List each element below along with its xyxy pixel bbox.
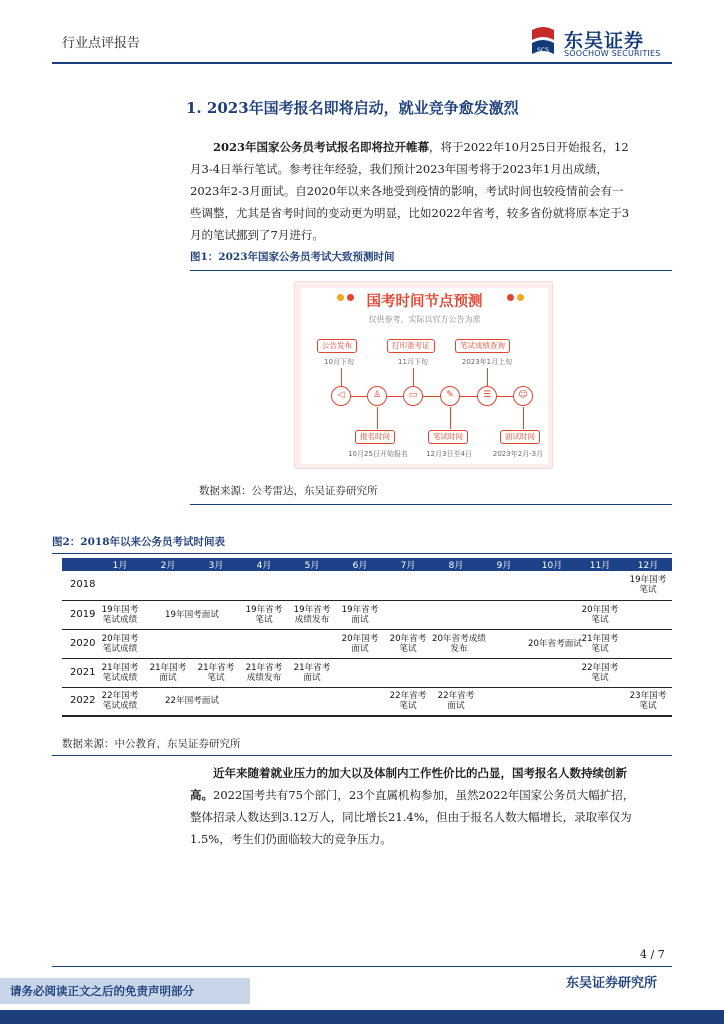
schedule-cell — [528, 571, 576, 600]
figure1-source: 数据来源：公考雷达，东吴证券研究所 — [199, 485, 378, 497]
schedule-event: 22年国考 笔试成绩 — [101, 691, 139, 712]
event-registration: 报名时间 — [355, 430, 395, 444]
month-header: 9月 — [480, 558, 528, 571]
table-header-row — [62, 558, 672, 571]
schedule-cell — [288, 658, 336, 687]
section-heading: 1. 2023年国考报名即将启动，就业竞争愈发激烈 — [186, 99, 519, 117]
schedule-event: 20年国考 笔试 — [581, 604, 619, 625]
schedule-cell — [240, 571, 288, 600]
schedule-cell — [432, 687, 480, 716]
schedule-cell — [432, 600, 480, 629]
schedule-cell — [240, 600, 288, 629]
page-number: 4 / 7 — [640, 948, 665, 961]
schedule-cell — [480, 629, 528, 658]
table-row — [62, 629, 672, 658]
month-header: 8月 — [432, 558, 480, 571]
schedule-cell — [336, 658, 384, 687]
schedule-cell — [96, 658, 144, 687]
table-row — [62, 600, 672, 629]
month-header: 7月 — [384, 558, 432, 571]
event-admission-ticket: 打印准考证 — [387, 339, 435, 353]
speaker-icon: ◁ — [331, 386, 351, 406]
figure2-caption: 图2：2018年以来公务员考试时间表 — [52, 536, 226, 548]
schedule-cell — [384, 629, 432, 658]
schedule-event: 21年国考 笔试 — [581, 633, 619, 654]
month-header: 11月 — [576, 558, 624, 571]
schedule-cell — [528, 629, 582, 658]
schedule-cell — [240, 658, 288, 687]
schedule-cell — [624, 629, 672, 658]
footer-organization: 东吴证券研究所 — [566, 976, 658, 991]
connector — [523, 407, 524, 429]
schedule-cell — [384, 687, 432, 716]
score-icon: ☰ — [477, 386, 497, 406]
disclaimer-banner — [0, 978, 250, 1004]
schedule-cell — [144, 687, 240, 716]
schedule-cell — [528, 658, 576, 687]
connector — [450, 407, 451, 429]
schedule-event: 19年省考 面试 — [341, 604, 379, 625]
year-cell: 2020 — [62, 629, 96, 658]
logo-mark-icon — [528, 26, 558, 58]
schedule-cell — [480, 571, 528, 600]
footer-divider — [52, 966, 672, 967]
intro-paragraph — [190, 136, 672, 246]
table-row — [62, 571, 672, 600]
schedule-cell — [288, 571, 336, 600]
schedule-cell — [528, 600, 576, 629]
logo-text-en: SOOCHOW SECURITIES — [564, 49, 661, 58]
schedule-cell — [624, 571, 672, 600]
intro-line4: 些调整，尤其是省考时间的变动更为明显，比如2022年省考，较多省份就将原本定于3 — [190, 206, 630, 220]
schedule-event: 21年国考 笔试成绩 — [101, 662, 139, 683]
analysis-line3: 整体招录人数达到3.12万人，同比增长21.4%，但由于报名人数大幅增长，录取率仅为 — [190, 810, 632, 824]
analysis-line4: 1.5%，考生们仍面临较大的竞争压力。 — [190, 832, 392, 846]
schedule-event: 20年省考面试 — [528, 638, 582, 649]
schedule-cell — [288, 629, 336, 658]
figure1-bottom-divider — [190, 504, 672, 505]
intro-line3: 2023年2-3月面试。自2020年以来各地受到疫情的影响，考试时间也较疫情前会有一 — [190, 184, 624, 198]
month-header: 12月 — [624, 558, 672, 571]
event-admission-ticket-time: 11月下旬 — [398, 358, 428, 366]
schedule-cell — [480, 600, 528, 629]
svg-text:SCS: SCS — [537, 47, 549, 54]
schedule-cell — [96, 571, 144, 600]
intro-line1: ，将于2022年10月25日开始报名，12 — [429, 140, 629, 154]
schedule-cell — [480, 658, 528, 687]
schedule-cell — [432, 658, 480, 687]
timeline-title: 国考时间节点预测 — [366, 294, 483, 310]
month-header: 10月 — [528, 558, 576, 571]
schedule-cell — [96, 600, 144, 629]
schedule-event: 22年国考 笔试 — [581, 662, 619, 683]
event-written-exam: 笔试时间 — [428, 430, 468, 444]
schedule-cell — [240, 629, 288, 658]
year-column-header — [62, 558, 96, 571]
schedule-cell — [240, 687, 288, 716]
schedule-cell — [192, 571, 240, 600]
schedule-cell — [624, 687, 672, 716]
schedule-event: 21年国考 面试 — [149, 662, 187, 683]
schedule-event: 21年省考 笔试 — [197, 662, 235, 683]
schedule-cell — [624, 658, 672, 687]
exam-schedule-table — [62, 558, 672, 717]
schedule-event: 19年国考面试 — [165, 609, 219, 620]
schedule-event: 23年国考 笔试 — [629, 691, 667, 712]
schedule-event: 21年省考 成绩发布 — [245, 662, 283, 683]
schedule-cell — [480, 687, 528, 716]
decor-dot-icon — [517, 294, 524, 301]
year-cell: 2018 — [62, 571, 96, 600]
event-interview: 面试时间 — [500, 430, 540, 444]
schedule-event: 19年省考 成绩发布 — [293, 604, 331, 625]
schedule-event: 19年国考 笔试成绩 — [101, 604, 139, 625]
schedule-event: 19年省考 笔试 — [245, 604, 283, 625]
event-score-inquiry: 笔试成绩查询 — [455, 339, 510, 353]
company-logo — [528, 24, 678, 60]
analysis-paragraph — [190, 762, 672, 850]
analysis-bold-lead: 近年来随着就业压力的加大以及体制内工作性价比的凸显，国考报名人数持续创新 — [213, 766, 627, 780]
event-announcement: 公告发布 — [317, 339, 357, 353]
schedule-cell — [576, 658, 624, 687]
table-row — [62, 687, 672, 716]
schedule-event: 20年国考 笔试成绩 — [101, 633, 139, 654]
schedule-event: 22年省考 面试 — [437, 691, 475, 712]
schedule-cell — [528, 687, 576, 716]
connector — [341, 368, 342, 386]
schedule-event: 19年国考 笔试 — [629, 575, 667, 596]
event-written-exam-time: 12月3日至4日 — [426, 450, 472, 458]
analysis-line2: 2022国考共有75个部门，23个直属机构参加，虽然2022年国家公务员大幅扩招， — [213, 788, 635, 802]
schedule-cell — [384, 658, 432, 687]
schedule-cell — [96, 687, 144, 716]
figure2-divider — [52, 553, 672, 554]
schedule-cell — [576, 571, 624, 600]
schedule-cell — [336, 600, 384, 629]
schedule-cell — [288, 600, 336, 629]
figure1-caption: 图1：2023年国家公务员考试大致预测时间 — [190, 251, 395, 263]
schedule-event: 20年省考成绩 发布 — [432, 633, 486, 654]
header-divider — [52, 62, 672, 64]
event-interview-time: 2023年2月-3月 — [492, 450, 544, 458]
schedule-cell — [192, 658, 240, 687]
month-header: 1月 — [96, 558, 144, 571]
schedule-cell — [576, 687, 624, 716]
month-header: 5月 — [288, 558, 336, 571]
person-icon: ♙ — [367, 386, 387, 406]
figure2-bottom-divider — [52, 755, 672, 756]
connector — [487, 368, 488, 386]
schedule-cell — [144, 658, 192, 687]
schedule-cell — [288, 687, 336, 716]
schedule-cell — [384, 571, 432, 600]
schedule-cell — [144, 600, 240, 629]
schedule-event: 22年省考 笔试 — [389, 691, 427, 712]
intro-bold-lead: 2023年国家公务员考试报名即将拉开帷幕 — [213, 140, 430, 154]
year-cell: 2022 — [62, 687, 96, 716]
report-type-label: 行业点评报告 — [62, 36, 141, 51]
connector — [413, 368, 414, 386]
schedule-cell — [432, 629, 486, 658]
month-header: 4月 — [240, 558, 288, 571]
schedule-cell — [336, 629, 384, 658]
schedule-cell — [192, 629, 240, 658]
exam-timeline-graphic — [294, 281, 553, 469]
month-header: 6月 — [336, 558, 384, 571]
decor-dot-icon — [507, 294, 514, 301]
table-row — [62, 658, 672, 687]
event-score-inquiry-time: 2023年1月上旬 — [461, 358, 513, 366]
year-cell: 2019 — [62, 600, 96, 629]
schedule-cell — [576, 629, 624, 658]
month-header: 2月 — [144, 558, 192, 571]
event-announcement-time: 10月下旬 — [324, 358, 354, 366]
schedule-event: 20年省考 笔试 — [389, 633, 427, 654]
schedule-cell — [384, 600, 432, 629]
schedule-cell — [336, 571, 384, 600]
schedule-cell — [624, 600, 672, 629]
intro-line2: 月3-4日举行笔试。参考往年经验，我们预计2023年国考将于2023年1月出成绩， — [190, 162, 608, 176]
schedule-cell — [576, 600, 624, 629]
schedule-cell — [96, 629, 144, 658]
figure2-source: 数据来源：中公教育，东吴证券研究所 — [62, 738, 241, 750]
intro-line5: 月的笔试挪到了7月进行。 — [190, 228, 324, 242]
schedule-cell — [144, 571, 192, 600]
id-card-icon: ▭ — [403, 386, 423, 406]
schedule-event: 21年省考 面试 — [293, 662, 331, 683]
figure1-divider — [190, 270, 672, 271]
logo-text-cn: 东吴证券 — [564, 30, 645, 52]
event-registration-time: 10月25日开始报名 — [348, 450, 408, 458]
interview-icon: ☺ — [513, 386, 533, 406]
connector — [377, 407, 378, 429]
timeline-subtitle: 仅供参考，实际以官方公告为准 — [368, 315, 481, 324]
month-header: 3月 — [192, 558, 240, 571]
footer-bar — [0, 1010, 724, 1024]
schedule-cell — [144, 629, 192, 658]
analysis-bold-tail: 高。 — [190, 788, 213, 802]
year-cell: 2021 — [62, 658, 96, 687]
pencil-icon: ✎ — [440, 386, 460, 406]
schedule-cell — [336, 687, 384, 716]
schedule-event: 20年国考 面试 — [341, 633, 379, 654]
schedule-cell — [432, 571, 480, 600]
disclaimer-text: 请务必阅读正文之后的免责声明部分 — [10, 984, 194, 998]
schedule-event: 22年国考面试 — [165, 696, 219, 707]
